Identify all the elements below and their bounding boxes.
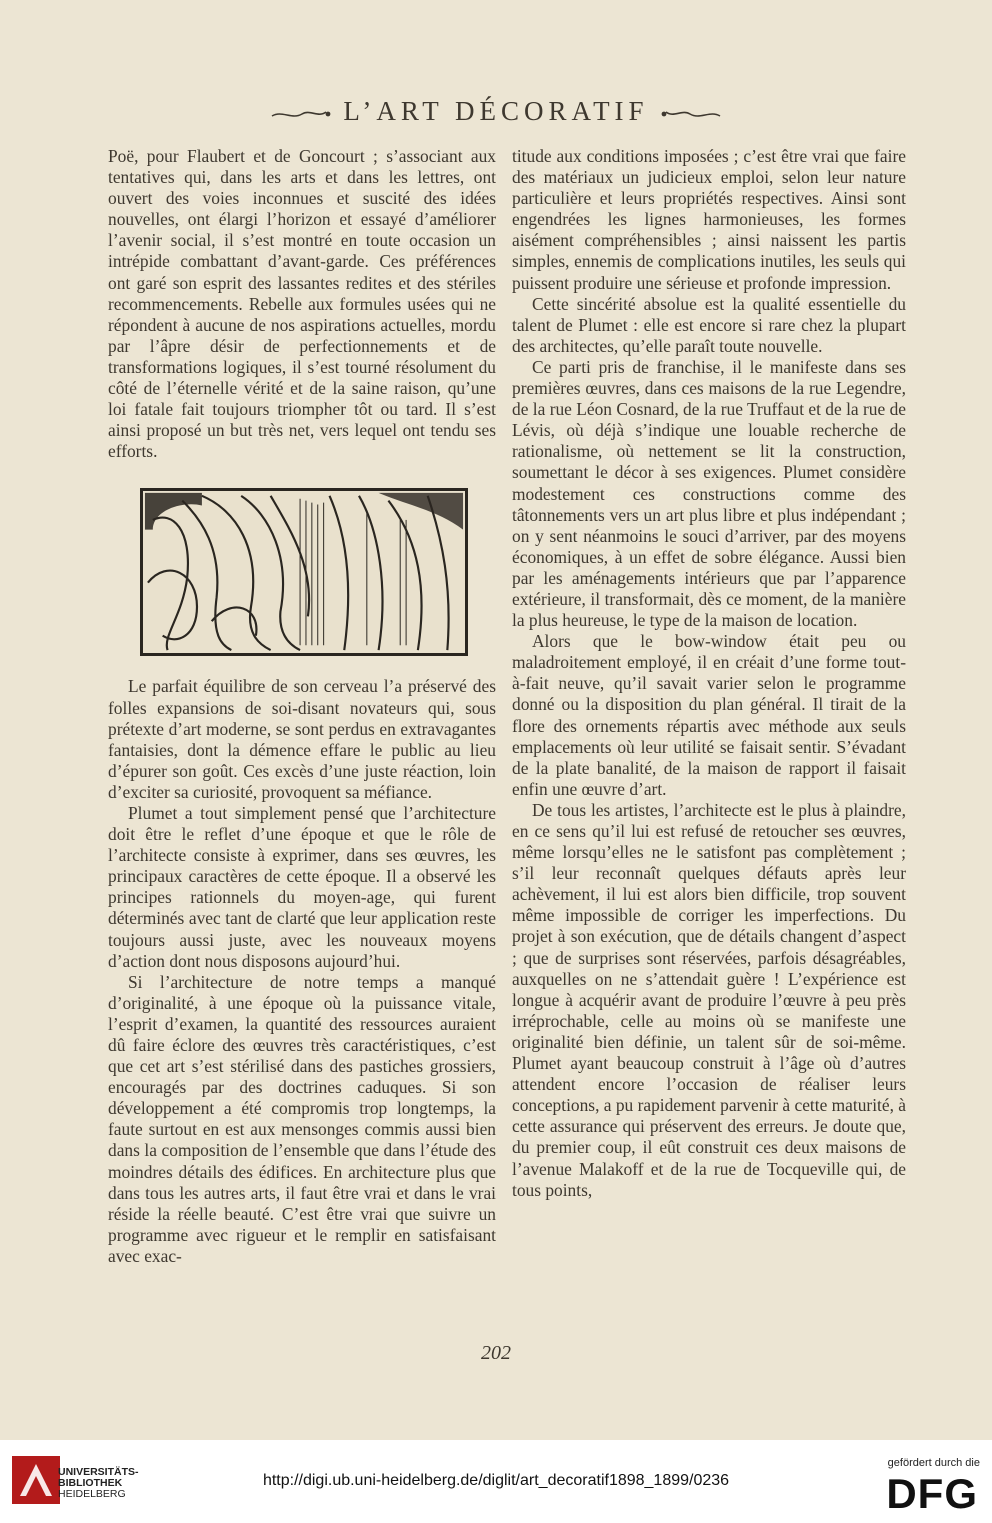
digitization-footer	[0, 1440, 992, 1523]
paragraph: De tous les artistes, l’architecte est le plus à plaindre, en ce sens qu’il lui est refusé de retoucher ses œuvres, même lorsqu’elles ne le satisfont pas complètement ; s’il leur reconnaît quelques défauts après leur achèvement, il lui est alors bien difficile, trop souvent même impossible de corriger les imperfections. Du projet à son exécution, que de détails changent d’aspect ; que de surprises sont réservées, parfois désagréables, auxquelles on ne s’attendait guère ! L’expérience est longue à acquérir avant de produire l’œuvre à peu près irréprochable, celle au moins où se manifeste une originalité bien définie, un talent sûr de soi-même. Plumet ayant beaucoup construit à l’âge où d’autres attendent encore l’occasion de réaliser leurs conceptions, a pu rapidement parvenir à cette maturité, à cette assurance qui préservent des erreurs. Je doute que, du premier coup, il eût construit ces deux maisons de l’avenue Malakoff et de la rue de Tocqueville qui, de tous points,	[512, 799, 907, 1200]
paragraph: Ce parti pris de franchise, il le manifeste dans ses premières œuvres, dans ces maisons de la rue Legendre, de la rue Léon Cosnard, de la rue Truffaut et de la rue de Lévis, où déjà s’indique une louable recherche de rationalisme, où nettement se lit la construction, soumettant le décor à ses exigences. Plumet considère modestement ces constructions comme des tâtonnements vers un art plus libre et plus indépendant ; on y sent néanmoins le souci d’arriver, par des moyens économiques, à un effet de sobre élégance. Aussi bien par les aménagements intérieurs que par l’apparence extérieure, il transformait, dès ce moment, de la manière la plus heureuse, le type de la maison de location.	[512, 356, 906, 631]
paragraph: Si l’architecture de notre temps a manqué d’originalité, à une époque où la puissance vitale, l’esprit d’examen, la quantité des ressources auraient dû faire éclore des œuvres très caractéristiques, c’est que cet art s’est stérilisé dans des pastiches grossiers, encouragés par des doctrines caduques. Si son développement a été compromis trop longtemps, la faute surtout en est aux mensonges commis aussi bien dans la composition de l’ensemble que dans l’étude des moindres détails des édifices. En architecture plus que dans tous les autres arts, il faut être vrai et dans le vrai réside la réelle beauté. C’est être vrai que suivre un programme avec rigueur et le remplir en satisfaisant avec exac-	[108, 971, 496, 1266]
right-ornament-icon	[660, 106, 722, 122]
header-title: L’ART DÉCORATIF	[343, 96, 649, 126]
funded-by-text: gefördert durch die	[887, 1457, 980, 1469]
running-header	[0, 96, 992, 127]
page-number: 202	[481, 1342, 511, 1364]
library-line-3: HEIDELBERG	[58, 1488, 126, 1500]
floral-woodcut-icon	[143, 491, 465, 653]
right-column	[512, 146, 906, 1201]
library-line-1: UNIVERSITÄTS-	[58, 1466, 139, 1478]
paragraph: Plumet a tout simplement pensé que l’architecture doit être le reflet d’une époque et que le rôle de l’architecte consiste à exprimer, dans ses œuvres, les principaux caractères de cette époque. Il a observé les principes rationnels du moyen-age, qui furent déterminés avec tant de clarté que leur application reste toujours aussi juste, avec les nouveaux moyens d’action dont nous disposons aujourd’hui.	[108, 802, 496, 971]
paragraph: Alors que le bow-window était peu ou maladroitement employé, il en créait d’une forme tout-à-fait neuve, qu’il savait varier selon le programme donné ou la disposition du plan général. Il tirait de la flore des ornements répartis avec méthode aux seuls emplacements où leur utilité se faisait sentir. S’évadant de la plate banalité, de la maison de rapport il faisait enfin une œuvre d’art.	[512, 631, 906, 799]
paragraph: titude aux conditions imposées ; c’est être vrai que faire des matériaux un judicieux emploi, selon leur nature particulière et leurs propriétés respectives. Ainsi sont engendrées les lignes harmonieuses, les formes aisément compréhensibles ; ainsi naissent les partis simples, ennemis de complications inutiles, les seuls qui puissent produire une sérieuse et profonde impression.	[512, 146, 906, 293]
source-url-link[interactable]: http://digi.ub.uni-heidelberg.de/diglit/art_decoratif1898_1899/0236	[262, 1472, 730, 1489]
dfg-logo: DFG	[886, 1470, 978, 1517]
woodcut-illustration	[140, 488, 468, 656]
paragraph: Cette sincérité absolue est la qualité essentielle du talent de Plumet : elle est encore si rare chez la plupart des architectes, qu’elle paraît toute nouvelle.	[512, 293, 906, 356]
left-column	[108, 146, 496, 1267]
paragraph: Le parfait équilibre de son cerveau l’a préservé des folles expansions de soi-disant novateurs qui, sous prétexte d’art moderne, se sont perdus en extravagantes fantaisies, dont la démence effare le public au lieu d’épurer son goût. Ces excès d’une juste réaction, loin d’exciter sa curiosité, provoquent sa méfiance.	[108, 676, 496, 802]
paragraph: Poë, pour Flaubert et de Goncourt ; s’associant aux tentatives qui, dans les arts et dans les lettres, ont ouvert des voies inconnues et suscité des idées nouvelles, ont élargi l’horizon et essayé d’améliorer l’avenir social, il s’est montré en toute occasion un intrépide combattant d’avant-garde. Ces préférences ont garé son esprit des lassantes redites et des stériles recommencements. Rebelle aux formules usées qui ne répondent à aucune de nos aspirations actuelles, mordu par l’âpre désir de perfectionnements et de transformations logiques, il s’est tourné résolument du côté de l’éternelle vérité et de la saine raison, qu’une loi fatale fait toujours triompher tôt ou tard. Il s’est ainsi proposé un but très net, vers lequel ont tendu ses efforts.	[108, 146, 496, 462]
left-ornament-icon	[270, 106, 332, 122]
library-line-2: BIBLIOTHEK	[58, 1477, 123, 1489]
